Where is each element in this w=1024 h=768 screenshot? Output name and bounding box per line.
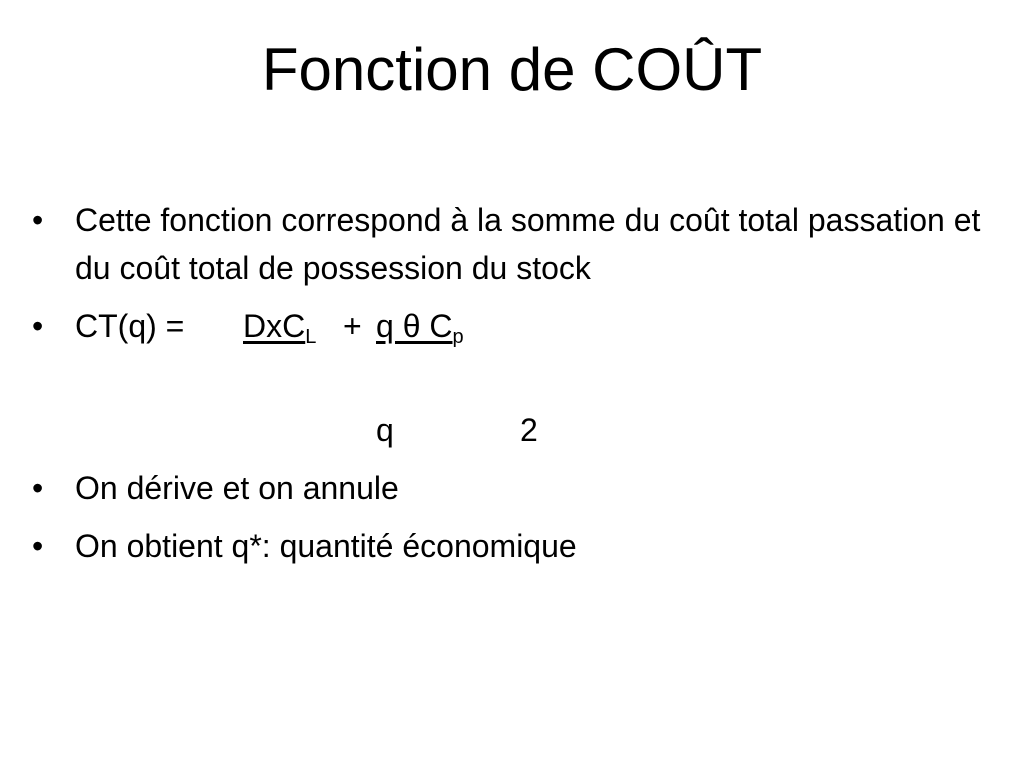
formula-term1-numerator-text: DxC: [243, 308, 306, 344]
bullet-item-definition: [32, 196, 992, 292]
formula-term2-numerator: [376, 302, 464, 350]
bullet-text: On dérive et on annule: [75, 470, 399, 506]
bullet-marker: •: [32, 202, 44, 238]
formula-term1-subscript: L: [305, 326, 317, 348]
formula-term1-numerator: [243, 302, 316, 350]
formula-term2-subscript: p: [452, 326, 464, 348]
formula-term2-denominator: 2: [520, 412, 538, 448]
bullet-text: On obtient q*: quantité économique: [75, 528, 577, 564]
bullet-list-continued: [32, 464, 992, 580]
slide-title: Fonction de COÛT: [261, 36, 763, 103]
bullet-list: [32, 196, 992, 350]
bullet-text: Cette fonction correspond à la somme du coût total passation et du coût total de possession du stock: [75, 202, 981, 286]
formula-plus: +: [343, 308, 362, 344]
formula-lhs: CT(q) =: [75, 308, 185, 344]
formula-term1-denominator: q: [376, 412, 394, 448]
bullet-marker: •: [32, 528, 44, 564]
formula-line: [75, 302, 992, 350]
bullet-marker: •: [32, 470, 44, 506]
bullet-item-formula: [32, 302, 992, 350]
bullet-item-derive: [32, 464, 992, 512]
bullet-marker: •: [32, 308, 44, 344]
bullet-item-result: [32, 522, 992, 570]
formula-denominators: [32, 406, 932, 454]
formula-term2-numerator-text: q θ C: [376, 308, 453, 344]
